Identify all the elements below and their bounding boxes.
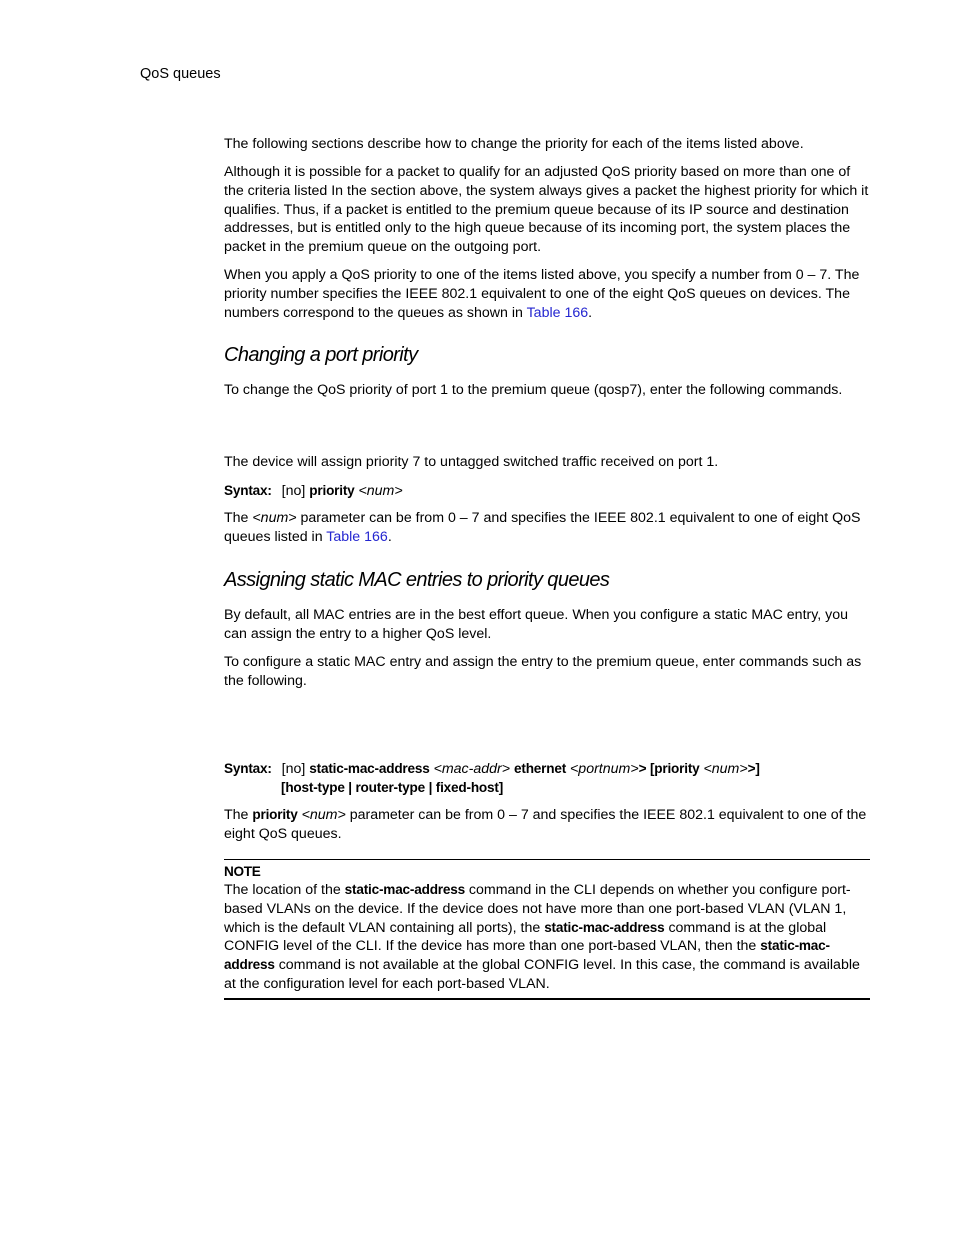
note-title: NOTE (224, 864, 261, 879)
syntax-mac-addr: <mac-addr> (433, 761, 511, 777)
intro-paragraph-3-end: . (588, 304, 593, 321)
syntax-priority-close: >] (747, 761, 760, 776)
note-command-3: static-mac-address (224, 938, 830, 973)
port-priority-intro: To change the QoS priority of port 1 to the premium queue (qosp7), enter the following commands. (224, 382, 843, 398)
param-the-2: The (224, 807, 253, 823)
param-priority-command: priority (252, 807, 298, 822)
port-priority-result: The device will assign priority 7 to untagged switched traffic received on port 1. (224, 454, 719, 470)
note-text-3: command is at the global CONFIG level of the CLI. If the device has more than one port-based VLAN, then the (224, 919, 827, 955)
syntax-num: <num> (703, 761, 748, 777)
running-header: QoS queues (140, 66, 221, 82)
static-mac-syntax-line-1 (224, 760, 872, 779)
port-priority-syntax (224, 482, 872, 501)
syntax-no-2: [no] (281, 761, 306, 777)
intro-paragraph-3-text: When you apply a QoS priority to one of the items listed above, you specify a number from 0 – 7. The priority number specifies the IEEE 802.1 equivalent to one of the eight QoS queues on devices. The numbers correspond to the queues as shown in (224, 267, 860, 321)
syntax-portnum: <portnum> (570, 761, 639, 777)
heading-changing-port-priority: Changing a port priority (224, 344, 418, 366)
param-the: The (224, 510, 253, 526)
static-mac-paragraph-2: To configure a static MAC entry and assign the entry to the premium queue, enter commands such as the following. (224, 654, 862, 689)
note-text-4: command is not available at the global CONFIG level. In this case, the command is available at the configuration level for each port-based VLAN. (224, 957, 860, 992)
syntax-argument: <num> (358, 483, 403, 499)
intro-paragraph-2: Although it is possible for a packet to qualify for an adjusted QoS priority based on more than one of the criteria listed In the section above, the system always gives a packet the highest priority for which it qualifies. Thus, if a packet is entitled to the premium queue because of its IP source and destination addresses, but is entitled only to the high queue because of its incoming port, the system places the packet in the premium queue on the outgoing port. (224, 164, 869, 256)
syntax-command-static-mac: static-mac-address (309, 761, 430, 776)
note-command-2: static-mac-address (544, 919, 665, 935)
param-end: . (387, 528, 392, 545)
table-166-link-2[interactable]: Table 166 (326, 528, 388, 545)
note-text (224, 881, 870, 994)
intro-paragraph-1: The following sections describe how to change the priority for each of the items listed above. (224, 136, 804, 152)
static-mac-parameter (224, 806, 872, 844)
note-text-2: command in the CLI depends on whether you configure port-based VLANs on the device. If the device does not have more than one port-based VLAN (VLAN 1, which is the default VLAN containing all ports), the (224, 882, 851, 936)
syntax-label-2: Syntax: (224, 761, 272, 776)
intro-paragraph-3 (224, 266, 872, 322)
param-text: parameter can be from 0 – 7 and specifies the IEEE 802.1 equivalent to one of eight QoS queues listed in (224, 510, 861, 545)
param-num: <num> (301, 807, 346, 823)
static-mac-syntax-line-2: [host-type | router-type | fixed-host] (281, 779, 504, 795)
table-166-link[interactable]: Table 166 (526, 304, 589, 321)
note-command-1: static-mac-address (344, 882, 465, 897)
syntax-no: [no] (281, 483, 306, 499)
heading-static-mac-entries: Assigning static MAC entries to priority queues (224, 569, 610, 591)
syntax-ethernet: ethernet (514, 761, 567, 776)
note-text-1: The location of the (224, 882, 345, 898)
param-arg: <num> (252, 510, 297, 526)
syntax-priority-open: > [priority (638, 761, 700, 776)
static-mac-syntax (224, 760, 872, 798)
param-text-2: parameter can be from 0 – 7 and specifies the IEEE 802.1 equivalent to one of the eight QoS queues. (224, 807, 867, 842)
syntax-command: priority (309, 483, 355, 498)
port-priority-parameter (224, 509, 872, 547)
note-box (224, 859, 870, 1000)
static-mac-paragraph-1: By default, all MAC entries are in the best effort queue. When you configure a static MAC entry, you can assign the entry to a higher QoS level. (224, 607, 849, 642)
syntax-label: Syntax: (224, 483, 272, 498)
